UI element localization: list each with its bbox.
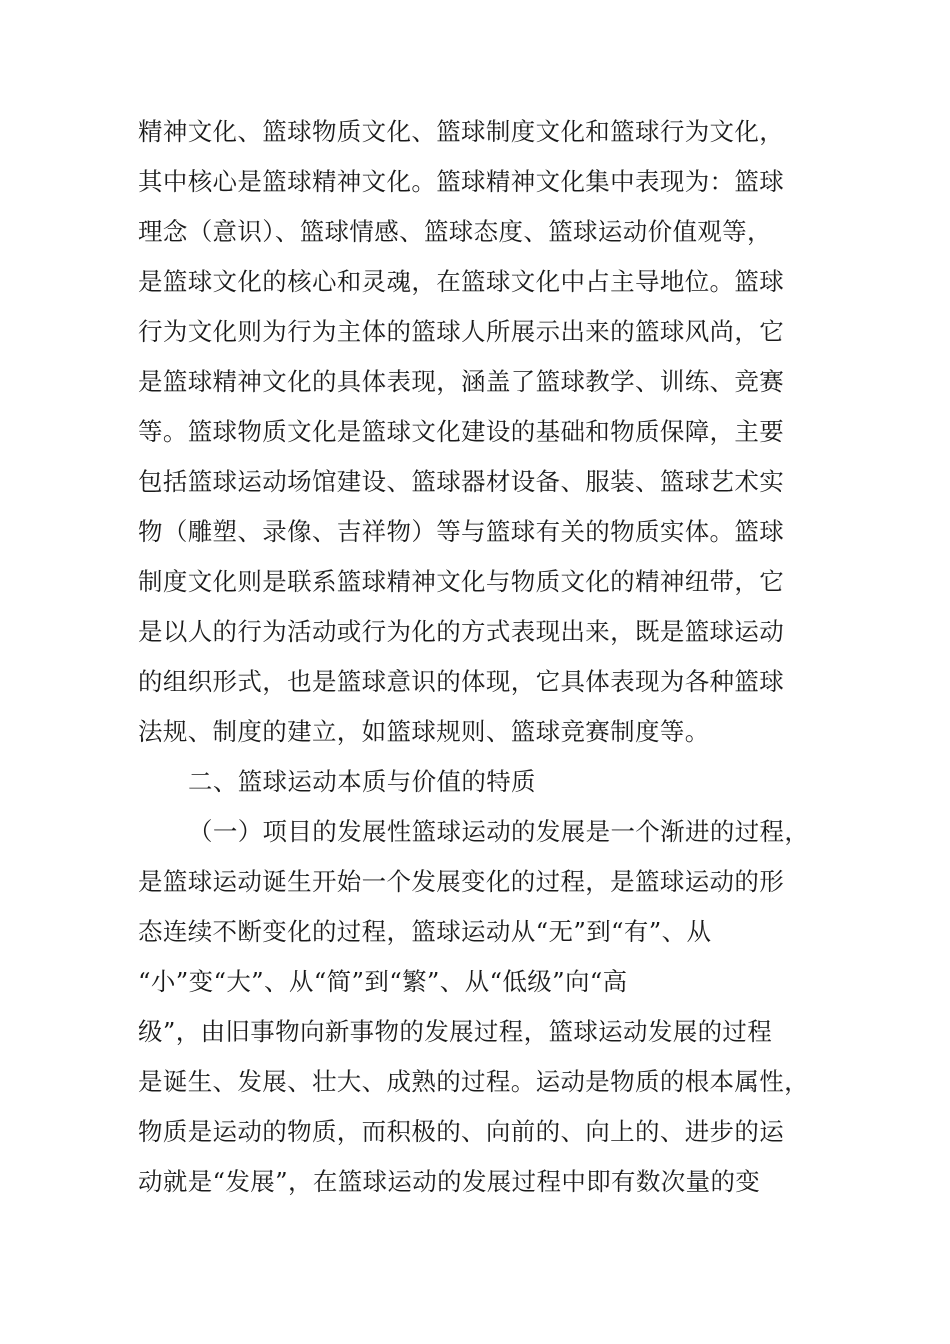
text-line: 是诞生、发展、壮大、成熟的过程。运动是物质的根本属性， — [138, 1067, 809, 1096]
text-line: 级”，由旧事物向新事物的发展过程，篮球运动发展的过程 — [138, 1017, 773, 1046]
text-line: 包括篮球运动场馆建设、篮球器材设备、服装、篮球艺术实 — [138, 467, 785, 496]
text-line: （一）项目的发展性篮球运动的发展是一个渐进的过程， — [188, 817, 810, 846]
text-line: 其中核心是篮球精神文化。篮球精神文化集中表现为：篮球 — [138, 167, 785, 196]
text-line: 制度文化则是联系篮球精神文化与物质文化的精神纽带，它 — [138, 567, 785, 596]
text-line: 是篮球文化的核心和灵魂，在篮球文化中占主导地位。篮球 — [138, 267, 785, 296]
text-line: 物质是运动的物质，而积极的、向前的、向上的、进步的运 — [138, 1117, 785, 1146]
text-line: 行为文化则为行为主体的篮球人所展示出来的篮球风尚，它 — [138, 317, 785, 346]
text-line: 态连续不断变化的过程，篮球运动从“无”到“有”、从 — [138, 917, 712, 946]
text-line: 物（雕塑、录像、吉祥物）等与篮球有关的物质实体。篮球 — [138, 517, 785, 546]
section-heading: 二、篮球运动本质与价值的特质 — [188, 767, 536, 796]
text-line: 的组织形式，也是篮球意识的体现，它具体表现为各种篮球 — [138, 667, 785, 696]
text-line: 是篮球精神文化的具体表现，涵盖了篮球教学、训练、竞赛 — [138, 367, 785, 396]
text-line: “小”变“大”、从“简”到“繁”、从“低级”向“高 — [138, 967, 628, 996]
text-line: 是以人的行为活动或行为化的方式表现出来，既是篮球运动 — [138, 617, 785, 646]
text-line: 理念（意识）、篮球情感、篮球态度、篮球运动价值观等， — [138, 217, 772, 246]
text-line: 是篮球运动诞生开始一个发展变化的过程，是篮球运动的形 — [138, 867, 785, 896]
text-line: 精神文化、篮球物质文化、篮球制度文化和篮球行为文化， — [138, 117, 785, 146]
text-line: 动就是“发展”，在篮球运动的发展过程中即有数次量的变 — [138, 1167, 761, 1196]
text-line: 等。篮球物质文化是篮球文化建设的基础和物质保障，主要 — [138, 417, 785, 446]
text-line: 法规、制度的建立，如篮球规则、篮球竞赛制度等。 — [138, 717, 710, 746]
